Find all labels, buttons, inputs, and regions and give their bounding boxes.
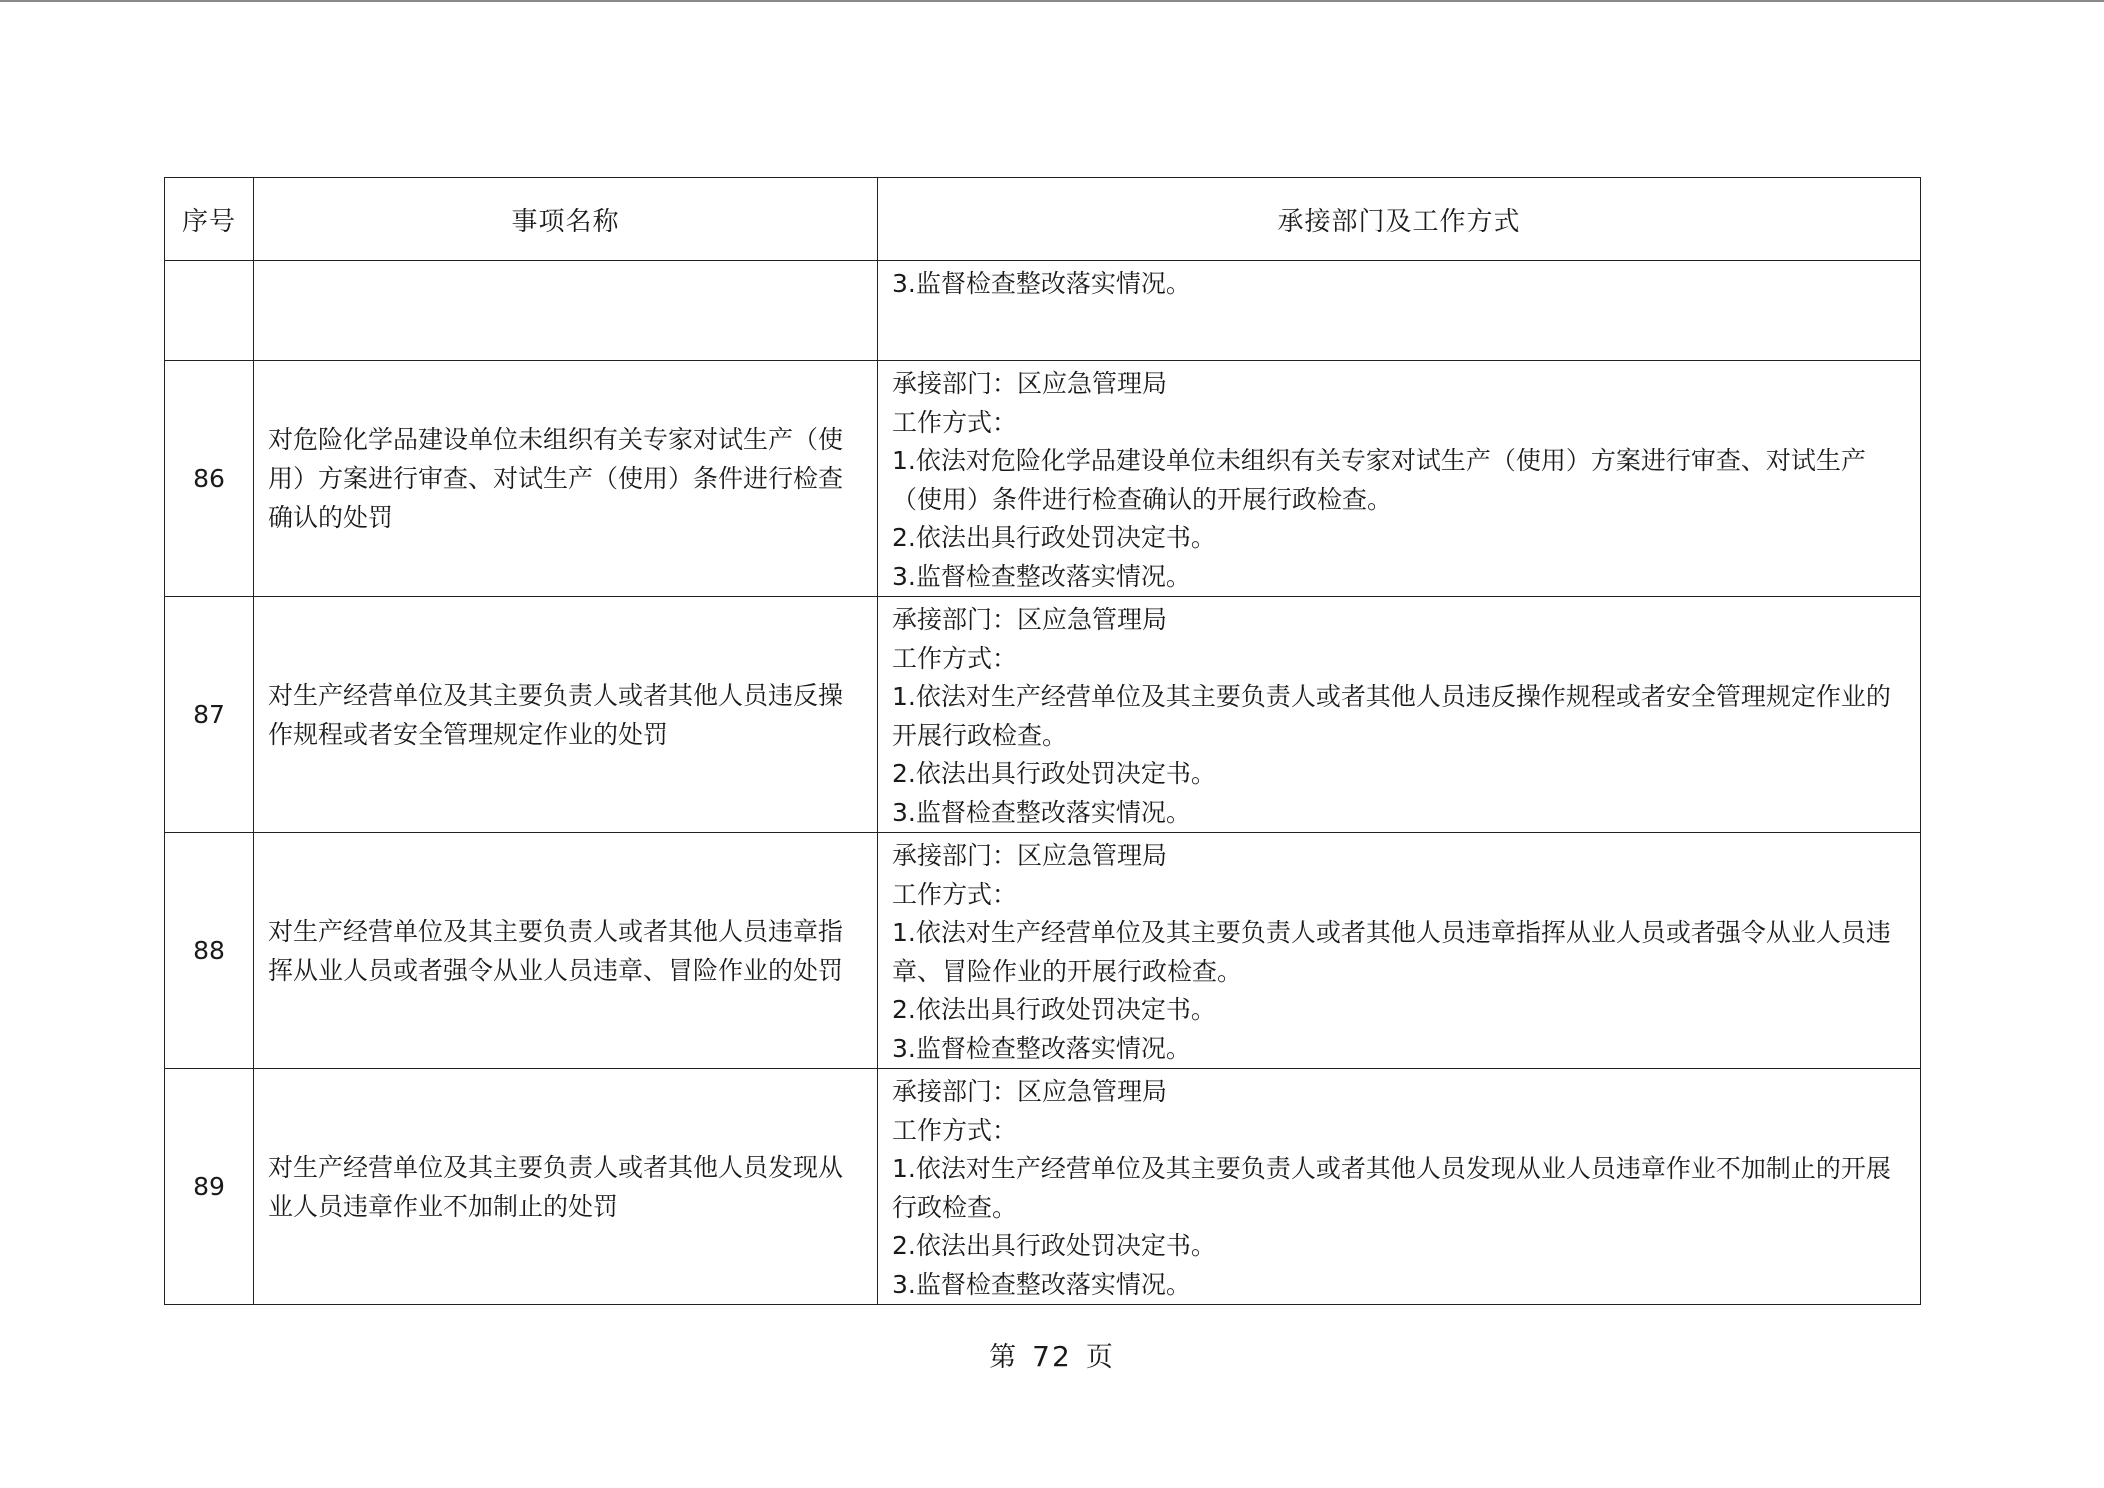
- method-line: 1.依法对生产经营单位及其主要负责人或者其他人员发现从业人员违章作业不加制止的开展行政检查。: [892, 1154, 1891, 1222]
- method-line: 2.依法出具行政处罚决定书。: [892, 995, 1216, 1024]
- method-heading: 工作方式：: [892, 879, 1018, 909]
- method-line: 3.监督检查整改落实情况。: [892, 797, 1191, 827]
- item-name-cell: 对生产经营单位及其主要负责人或者其他人员发现从业人员违章作业不加制止的处罚: [254, 1069, 878, 1305]
- method-heading: 工作方式：: [892, 1115, 1018, 1145]
- method-line: 1.依法对生产经营单位及其主要负责人或者其他人员违反操作规程或者安全管理规定作业的开展行政检查。: [892, 682, 1891, 750]
- department-method-cell: [878, 1069, 1921, 1305]
- method-heading: 工作方式：: [892, 643, 1018, 673]
- header-serial-number: 序号: [165, 178, 254, 261]
- department-method-cell: [878, 361, 1921, 597]
- item-name-cell: 对生产经营单位及其主要负责人或者其他人员违反操作规程或者安全管理规定作业的处罚: [254, 597, 878, 833]
- department-method-cell: [878, 261, 1921, 361]
- method-line: 3.监督检查整改落实情况。: [892, 269, 1191, 298]
- department-line: 承接部门：区应急管理局: [892, 605, 1168, 634]
- items-table: [164, 177, 1921, 1305]
- department-line: 承接部门：区应急管理局: [892, 841, 1168, 870]
- item-name-cell: 对危险化学品建设单位未组织有关专家对试生产（使用）方案进行审查、对试生产（使用）条件进行检查确认的处罚: [254, 361, 878, 597]
- table-row-continuation: [165, 261, 1921, 361]
- table-row: [165, 361, 1921, 597]
- page-number-footer: [0, 1335, 2104, 1374]
- method-line: 2.依法出具行政处罚决定书。: [892, 523, 1216, 552]
- item-name-cell: [254, 261, 878, 361]
- method-line: 2.依法出具行政处罚决定书。: [892, 1231, 1216, 1260]
- method-line: 3.监督检查整改落实情况。: [892, 1033, 1191, 1063]
- department-method-cell: [878, 833, 1921, 1069]
- table-row: [165, 833, 1921, 1069]
- table-row: [165, 597, 1921, 833]
- page-top-rule: [0, 0, 2104, 2]
- table-row: [165, 1069, 1921, 1305]
- page-suffix: 页: [1085, 1342, 1115, 1373]
- method-line: 1.依法对生产经营单位及其主要负责人或者其他人员违章指挥从业人员或者强令从业人员违章、冒险作业的开展行政检查。: [892, 918, 1891, 986]
- page-number: 72: [1032, 1340, 1072, 1373]
- serial-number-cell: 87: [165, 597, 254, 833]
- serial-number-cell: 86: [165, 361, 254, 597]
- header-department-method: 承接部门及工作方式: [878, 178, 1921, 261]
- table-header-row: [165, 178, 1921, 261]
- serial-number-cell: [165, 261, 254, 361]
- serial-number-cell: 88: [165, 833, 254, 1069]
- serial-number-cell: 89: [165, 1069, 254, 1305]
- department-line: 承接部门：区应急管理局: [892, 1077, 1168, 1106]
- department-method-cell: [878, 597, 1921, 833]
- department-line: 承接部门：区应急管理局: [892, 369, 1168, 398]
- method-line: 2.依法出具行政处罚决定书。: [892, 759, 1216, 788]
- item-name-cell: 对生产经营单位及其主要负责人或者其他人员违章指挥从业人员或者强令从业人员违章、冒险作业的处罚: [254, 833, 878, 1069]
- header-item-name: 事项名称: [254, 178, 878, 261]
- method-line: 3.监督检查整改落实情况。: [892, 1269, 1191, 1299]
- method-heading: 工作方式：: [892, 407, 1018, 437]
- method-line: 3.监督检查整改落实情况。: [892, 561, 1191, 591]
- page-prefix: 第: [989, 1342, 1019, 1373]
- method-line: 1.依法对危险化学品建设单位未组织有关专家对试生产（使用）方案进行审查、对试生产（使用）条件进行检查确认的开展行政检查。: [892, 446, 1866, 514]
